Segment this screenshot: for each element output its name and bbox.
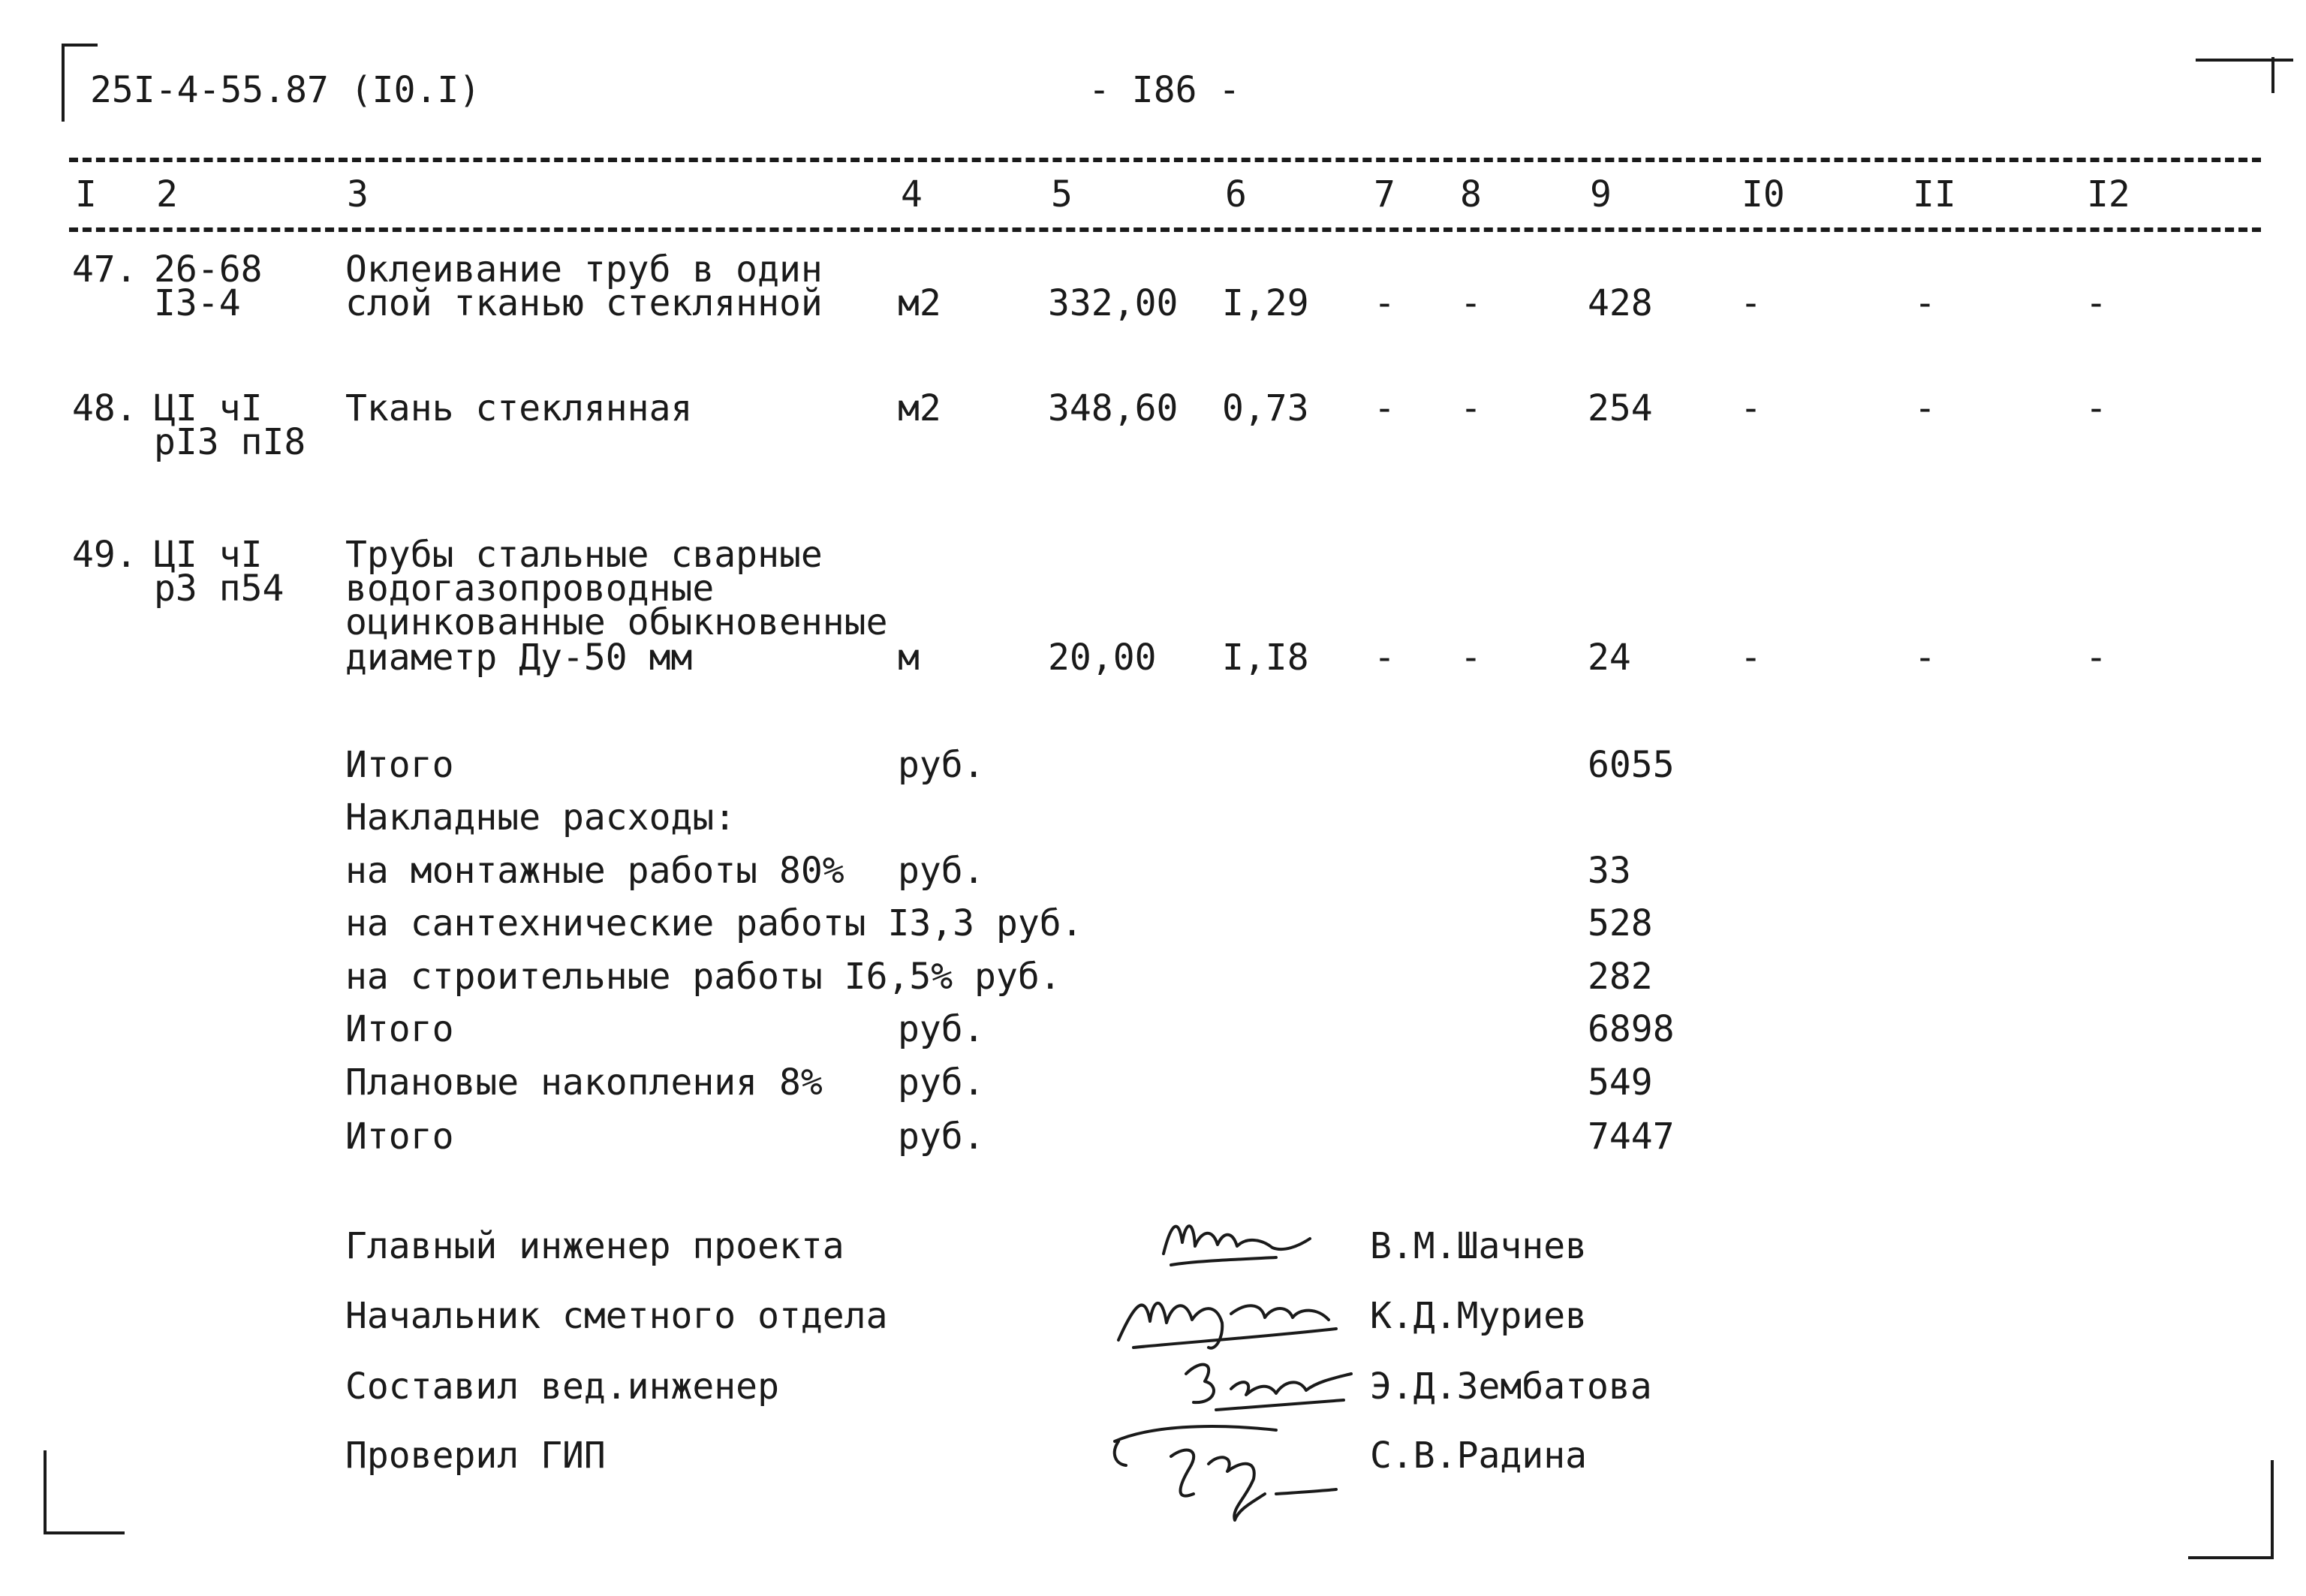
- cell-col11: -: [1914, 282, 1936, 324]
- signatory-role: Составил вед.инженер: [345, 1366, 779, 1408]
- cell-col12: -: [2085, 387, 2107, 429]
- unit: м: [898, 637, 920, 679]
- summary-value: 528: [1588, 902, 1653, 944]
- column-header: 6: [1225, 173, 1247, 215]
- total-cost: 24: [1588, 637, 1631, 679]
- summary-unit: руб.: [898, 850, 985, 892]
- handwritten-signature: [1103, 1411, 1351, 1531]
- corner-mark-top-right-tick: [2271, 57, 2274, 93]
- norm-code: р3 п54: [154, 568, 284, 610]
- norm-code: 26-68: [154, 248, 263, 291]
- column-header: 2: [156, 173, 178, 215]
- unit: м2: [898, 387, 941, 429]
- header-rule-bottom: [69, 227, 2261, 232]
- quantity: 332,00: [1048, 282, 1179, 324]
- cell-col10: -: [1740, 282, 1762, 324]
- cell-col10: -: [1740, 637, 1762, 679]
- column-header: 8: [1460, 173, 1482, 215]
- unit-price: 0,73: [1222, 387, 1309, 429]
- row-number: 48.: [72, 387, 137, 429]
- quantity: 20,00: [1048, 637, 1157, 679]
- column-header: I0: [1742, 173, 1785, 215]
- row-number: 47.: [72, 248, 137, 291]
- cell-col10: -: [1740, 387, 1762, 429]
- summary-label: Накладные расходы:: [345, 796, 736, 839]
- item-description: диаметр Ду-50 мм: [345, 637, 693, 679]
- summary-value: 6055: [1588, 744, 1675, 786]
- signatory-role: Проверил ГИП: [345, 1435, 606, 1477]
- summary-label: на монтажные работы 80%: [345, 850, 844, 892]
- item-description: Трубы стальные сварные: [345, 534, 823, 576]
- unit: м2: [898, 282, 941, 324]
- corner-mark-top-right: [2196, 59, 2293, 62]
- corner-mark-bottom-left: [44, 1450, 125, 1534]
- cell-col12: -: [2085, 282, 2107, 324]
- summary-value: 33: [1588, 850, 1631, 892]
- unit-price: I,29: [1222, 282, 1309, 324]
- cell-col8: -: [1460, 282, 1482, 324]
- document-code: 25I-4-55.87 (I0.I): [90, 69, 481, 111]
- signatory-name: В.М.Шачнев: [1370, 1225, 1587, 1267]
- summary-label: Итого: [345, 1116, 454, 1158]
- cell-col12: -: [2085, 637, 2107, 679]
- cell-col8: -: [1460, 387, 1482, 429]
- summary-label: Плановые накопления 8%: [345, 1061, 823, 1104]
- summary-value: 549: [1588, 1061, 1653, 1104]
- norm-code: pI3 пI8: [154, 421, 306, 463]
- signatory-name: Э.Д.Зембатова: [1370, 1366, 1652, 1408]
- column-header: I2: [2087, 173, 2130, 215]
- item-description: Оклеивание труб в один: [345, 248, 823, 291]
- column-header: I: [75, 173, 97, 215]
- norm-code: ЦI чI: [154, 387, 263, 429]
- norm-code: ЦI чI: [154, 534, 263, 576]
- cell-col7: -: [1374, 282, 1395, 324]
- corner-mark-bottom-right: [2188, 1460, 2274, 1559]
- cell-col11: -: [1914, 637, 1936, 679]
- cell-col7: -: [1374, 387, 1395, 429]
- total-cost: 254: [1588, 387, 1653, 429]
- summary-label: на сантехнические работы I3,3 руб.: [345, 902, 1083, 944]
- signatory-role: Начальник сметного отдела: [345, 1295, 888, 1337]
- signatory-role: Главный инженер проекта: [345, 1225, 844, 1267]
- item-description: Ткань стеклянная: [345, 387, 693, 429]
- summary-value: 282: [1588, 956, 1653, 998]
- signatory-name: С.В.Радина: [1370, 1435, 1587, 1477]
- column-header: 3: [347, 173, 369, 215]
- row-number: 49.: [72, 534, 137, 576]
- summary-unit: руб.: [898, 1008, 985, 1050]
- summary-label: Итого: [345, 744, 454, 786]
- column-header: 7: [1374, 173, 1395, 215]
- norm-code: I3-4: [154, 282, 241, 324]
- summary-unit: руб.: [898, 1116, 985, 1158]
- header-rule-top: [69, 158, 2261, 162]
- item-description: водогазопроводные: [345, 568, 715, 610]
- column-header: 4: [901, 173, 923, 215]
- column-header: 5: [1051, 173, 1073, 215]
- page-number: - I86 -: [1088, 69, 1241, 111]
- handwritten-signature: [1171, 1344, 1366, 1419]
- summary-unit: руб.: [898, 744, 985, 786]
- unit-price: I,I8: [1222, 637, 1309, 679]
- column-header: 9: [1590, 173, 1612, 215]
- cell-col8: -: [1460, 637, 1482, 679]
- summary-unit: руб.: [898, 1061, 985, 1104]
- quantity: 348,60: [1048, 387, 1179, 429]
- column-header: II: [1913, 173, 1956, 215]
- summary-value: 6898: [1588, 1008, 1675, 1050]
- cell-col7: -: [1374, 637, 1395, 679]
- summary-label: Итого: [345, 1008, 454, 1050]
- total-cost: 428: [1588, 282, 1653, 324]
- signatory-name: К.Д.Муриев: [1370, 1295, 1587, 1337]
- summary-label: на строительные работы I6,5% руб.: [345, 956, 1061, 998]
- handwritten-signature: [1148, 1209, 1321, 1276]
- item-description: слой тканью стеклянной: [345, 282, 823, 324]
- item-description: оцинкованные обыкновенные: [345, 601, 888, 643]
- cell-col11: -: [1914, 387, 1936, 429]
- summary-value: 7447: [1588, 1116, 1675, 1158]
